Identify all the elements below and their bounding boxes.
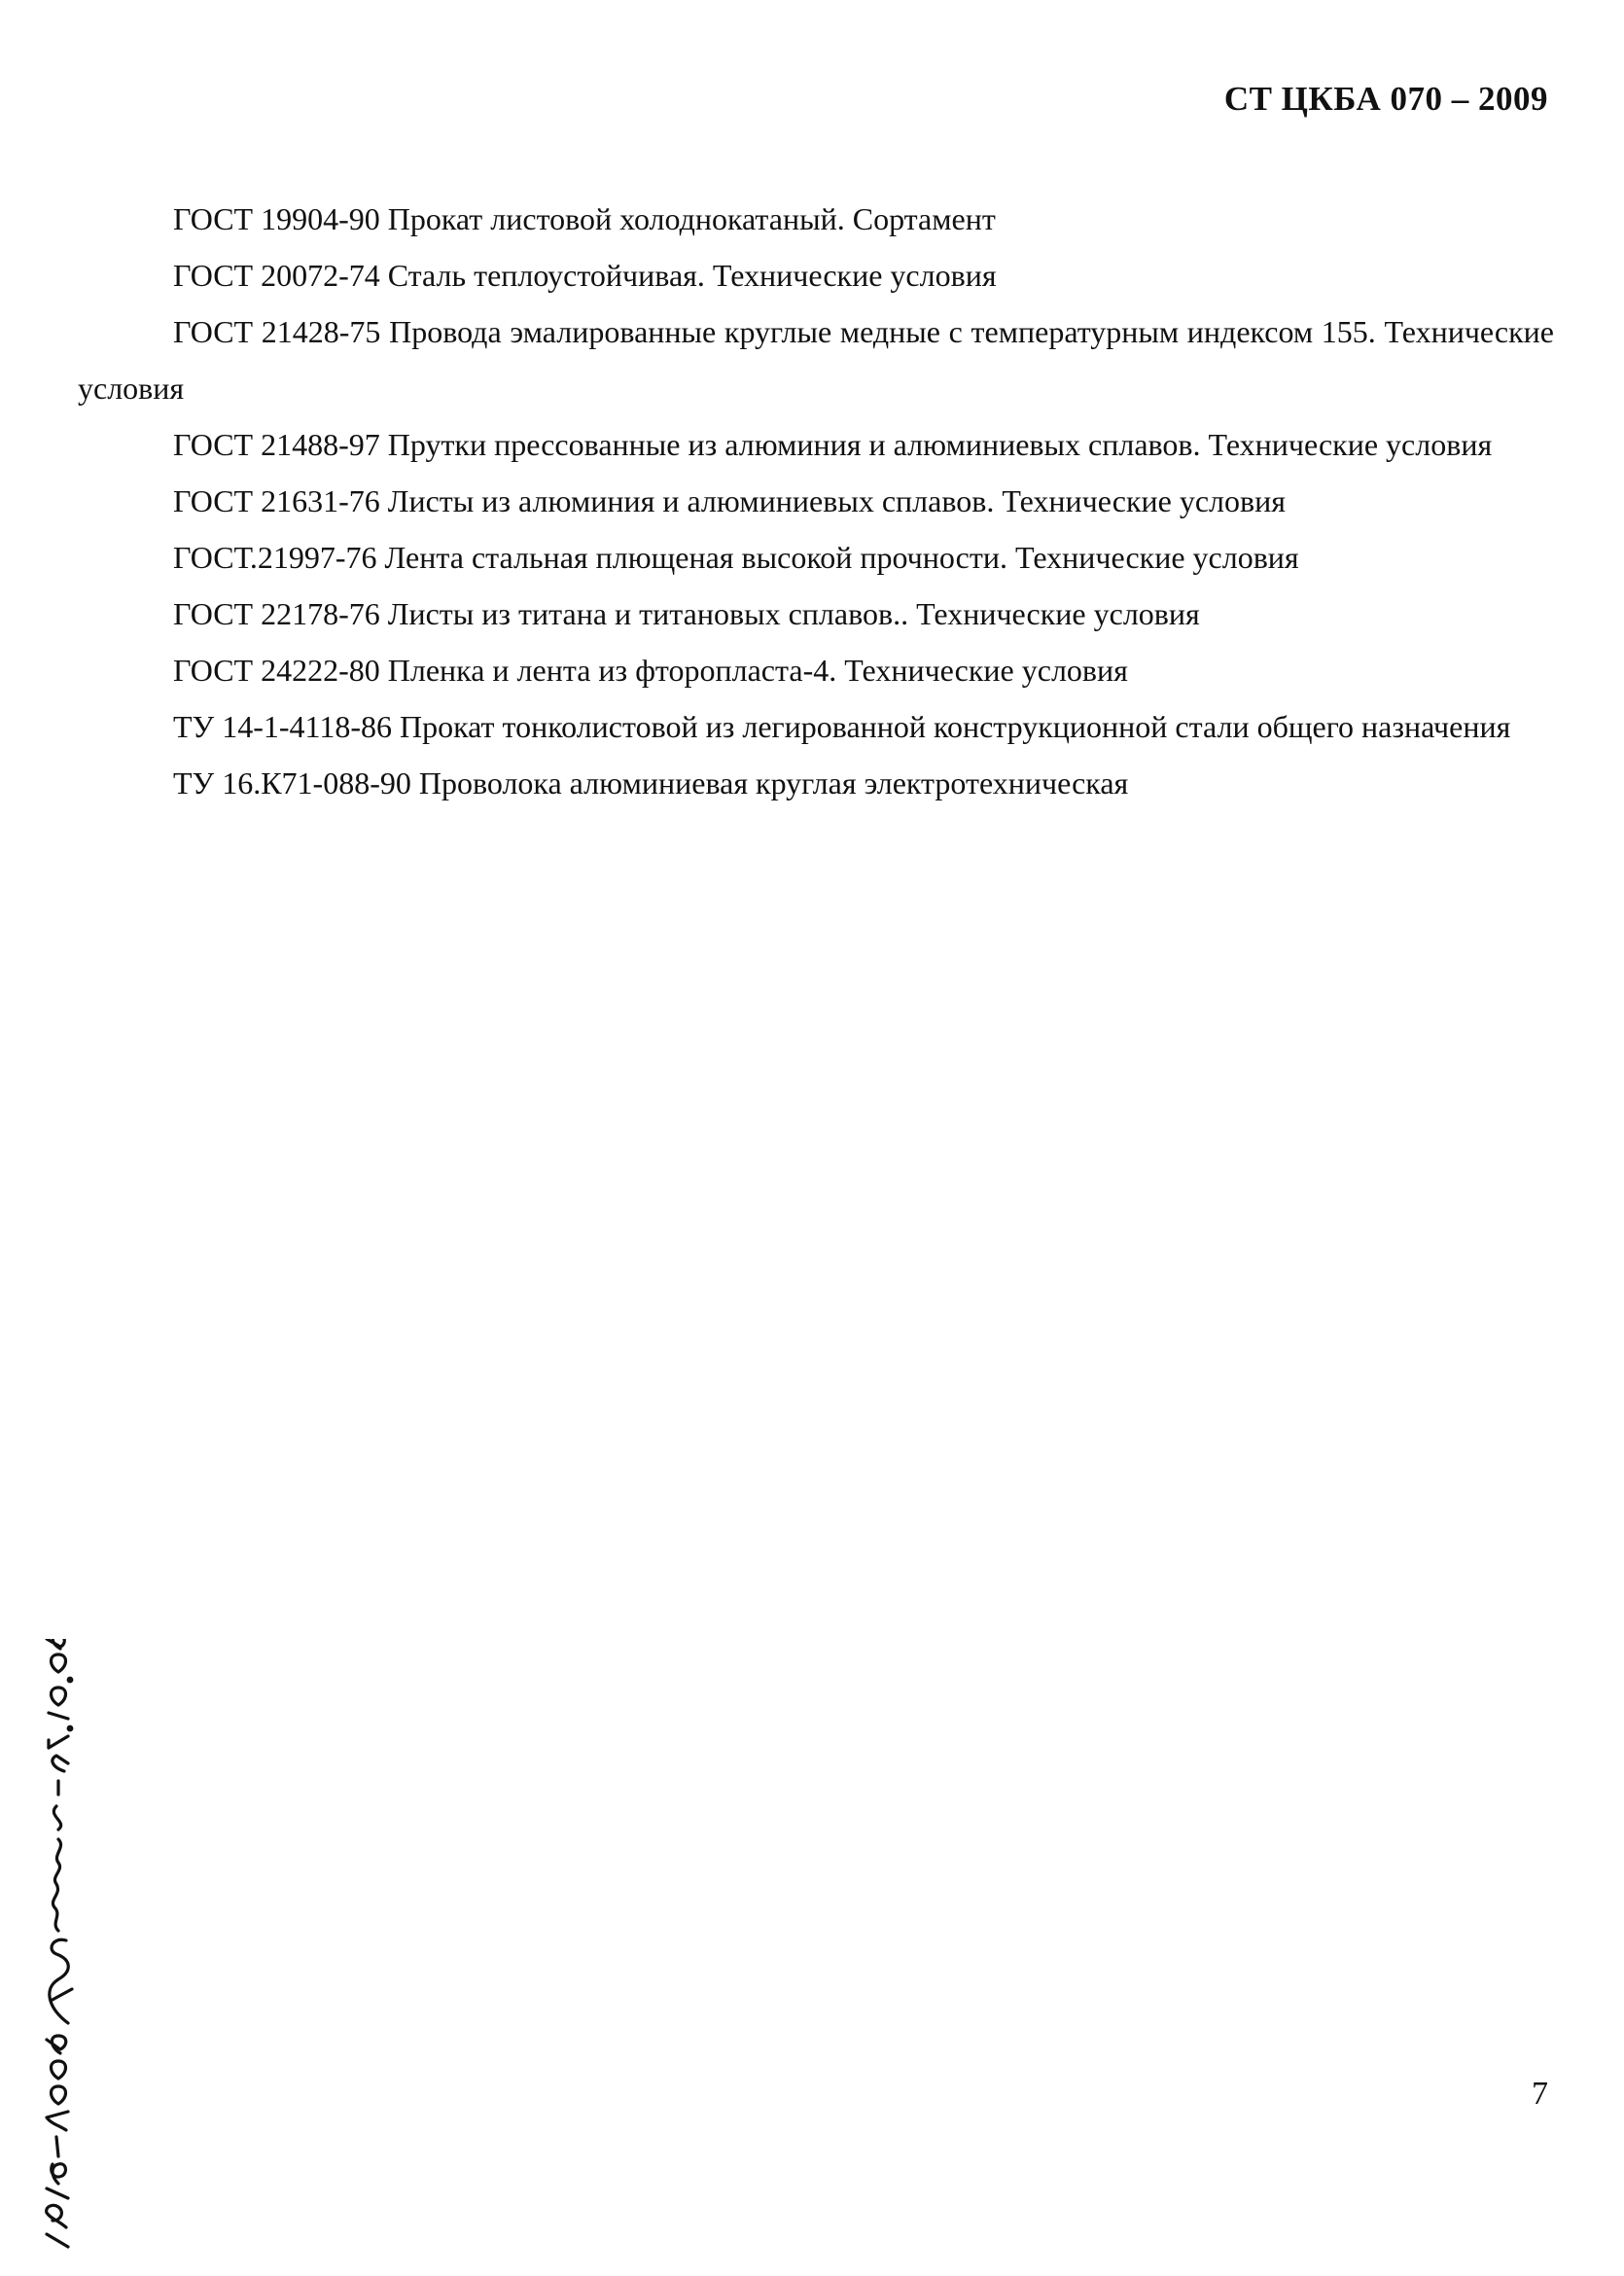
reference-item <box>78 247 1554 303</box>
reference-item <box>78 191 1554 247</box>
reference-title: Проволока алюминиевая круглая электротехническая <box>418 765 1129 800</box>
reference-code: ТУ 16.К71-088-90 <box>173 765 411 800</box>
reference-title: Прокат листовой холоднокатаный. Сортамент <box>387 201 996 236</box>
reference-item <box>78 529 1554 586</box>
reference-item <box>78 586 1554 642</box>
reference-code: ГОСТ 21488-97 <box>173 427 380 462</box>
handwritten-signature-icon <box>29 1639 88 2261</box>
reference-title: Прутки прессованные из алюминия и алюминиевых сплавов. Технические условия <box>387 427 1493 462</box>
reference-item <box>78 755 1554 811</box>
reference-code: ГОСТ.21997-76 <box>173 540 377 575</box>
document-code-header: СТ ЦКБА 070 – 2009 <box>1223 80 1548 118</box>
reference-code: ГОСТ 21631-76 <box>173 483 380 518</box>
normative-references-list <box>78 191 1555 811</box>
reference-title: Лента стальная плющеная высокой прочности. Технические условия <box>384 540 1299 575</box>
reference-title: Листы из титана и титановых сплавов.. Технические условия <box>387 596 1200 631</box>
page-number: 7 <box>1532 2076 1548 2112</box>
reference-item <box>78 698 1554 755</box>
reference-title: Провода эмалированные круглые медные с температурным индексом 155. Технические условия <box>78 314 1555 406</box>
reference-item <box>78 416 1554 473</box>
reference-title: Пленка и лента из фторопласта-4. Технические условия <box>387 653 1128 688</box>
reference-code: ГОСТ 22178-76 <box>173 596 380 631</box>
reference-title: Прокат тонколистовой из легированной конструкционной стали общего назначения <box>399 709 1511 744</box>
reference-title: Сталь теплоустойчивая. Технические условия <box>387 258 997 293</box>
reference-code: ТУ 14-1-4118-86 <box>173 709 392 744</box>
reference-item <box>78 473 1554 529</box>
reference-code: ГОСТ 20072-74 <box>173 258 380 293</box>
reference-code: ГОСТ 19904-90 <box>173 201 380 236</box>
reference-code: ГОСТ 21428-75 <box>173 314 381 349</box>
reference-title: Листы из алюминия и алюминиевых сплавов. Технические условия <box>387 483 1286 518</box>
reference-item <box>78 303 1554 416</box>
reference-code: ГОСТ 24222-80 <box>173 653 380 688</box>
reference-item <box>78 642 1554 698</box>
